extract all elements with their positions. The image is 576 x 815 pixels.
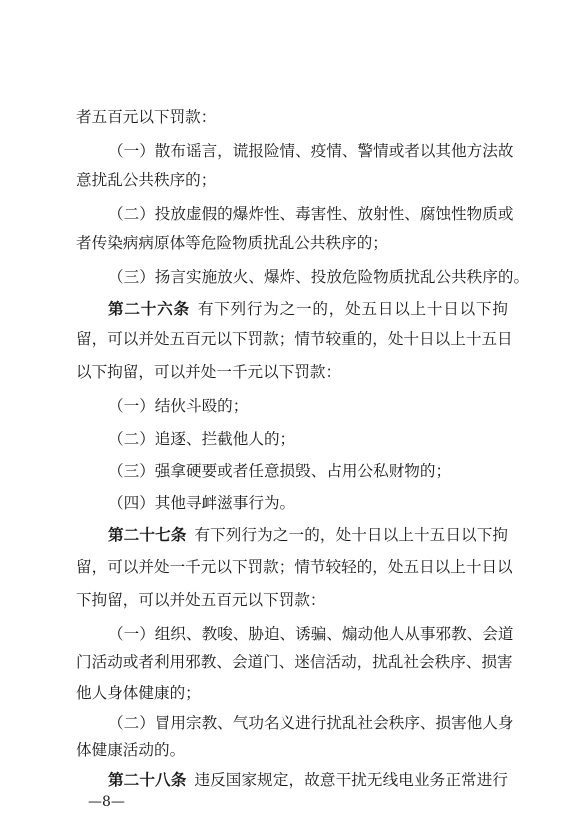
text-line: （二）冒用宗教、气功名义进行扰乱社会秩序、损害他人身 [108,714,514,732]
text-line: 者五百元以下罚款： [76,108,217,126]
text-line: 意扰乱公共秩序的； [76,171,217,189]
text-line: 门活动或者利用邪教、会道门、迷信活动，扰乱社会秩序、损害 [76,653,513,671]
article-text: 有下列行为之一的，处十日以上十五日以下拘 [194,526,508,544]
text-line: 他人身体健康的； [76,684,201,702]
text-line: 以下拘留，可以并处一千元以下罚款： [76,363,342,381]
article-line [76,299,508,319]
list-item: （四）其他寻衅滋事行为。 [108,494,296,512]
text-line: 下拘留，可以并处五百元以下罚款： [76,591,326,609]
page-number: —8— [88,794,125,810]
list-item: （二）追逐、拦截他人的； [108,430,296,448]
article-line [76,525,508,545]
text-line: 者传染病病原体等危险物质扰乱公共秩序的； [76,234,388,252]
article-number: 第二十七条 [108,526,187,544]
article-number: 第二十六条 [108,300,190,318]
text-line: （三）扬言实施放火、爆炸、投放危险物质扰乱公共秩序的。 [108,268,530,286]
article-text: 违反国家规定，故意干扰无线电业务正常进行 [194,771,508,789]
article-text: 有下列行为之一的，处五日以上十日以下拘 [197,300,508,318]
text-line: 留，可以并处一千元以下罚款；情节较轻的，处五日以上十日以 [76,558,513,576]
text-line: （二）投放虚假的爆炸性、毒害性、放射性、腐蚀性物质或 [108,205,514,223]
article-number: 第二十八条 [108,771,187,789]
list-item: （三）强拿硬要或者任意损毁、占用公私财物的； [108,462,452,480]
text-line: （一）散布谣言，谎报险情、疫情、警情或者以其他方法故 [108,142,514,160]
article-line [76,770,508,790]
text-line: 留，可以并处五百元以下罚款；情节较重的，处十日以上十五日 [76,330,513,348]
list-item: （一）结伙斗殴的； [108,397,249,415]
text-line: （一）组织、教唆、胁迫、诱骗、煽动他人从事邪教、会道 [108,625,514,643]
text-line: 体健康活动的。 [76,741,186,759]
